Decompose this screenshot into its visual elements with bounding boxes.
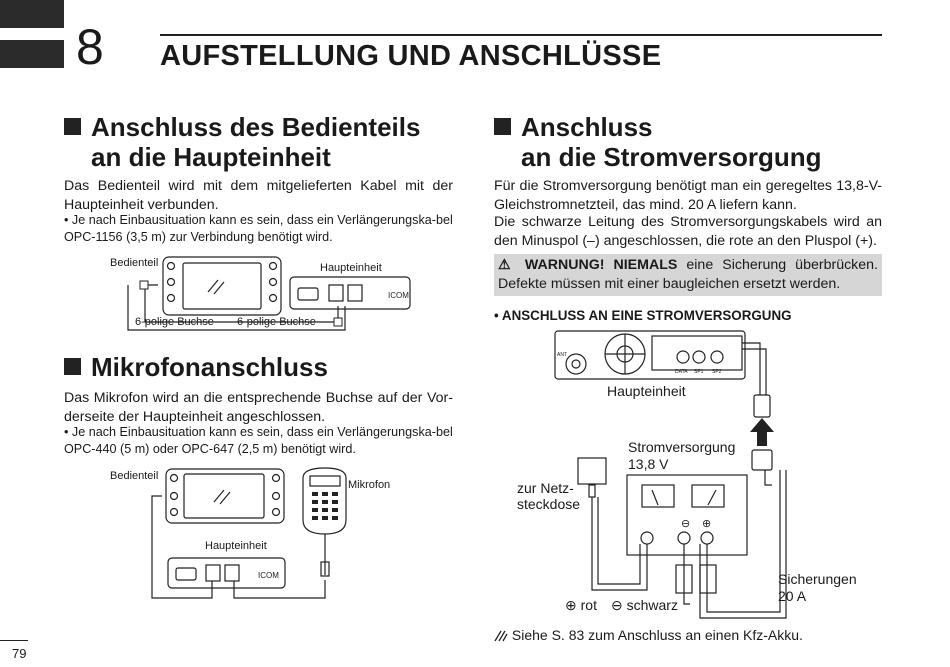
fig1-label-buchse-1: 6-polige Buchse	[135, 316, 214, 328]
warning-label: ⚠ WARNUNG! NIEMALS	[498, 257, 678, 273]
svg-text:ICOM: ICOM	[258, 571, 279, 580]
fig3-label-strom-1: Stromversorgung	[628, 439, 736, 455]
mikrofon-bullet: • Je nach Einbausituation kann es sein, dass ein Verlängerungska-bel OPC-440 (5 m) oder OPC-647 (2,5 m) benötigt wird.	[64, 425, 453, 456]
section-heading-stromversorgung: Anschluss an die Stromversorgung	[494, 112, 822, 172]
fig2-label-mikrofon: Mikrofon	[348, 479, 391, 491]
fig3-label-haupteinheit: Haupteinheit	[607, 383, 686, 399]
panel-label-sp1: SP1	[694, 369, 704, 375]
fig3-label-schwarz: ⊖ schwarz	[611, 597, 678, 613]
page-number: 79	[12, 646, 27, 661]
fig3-label-netz-2: steckdose	[517, 496, 581, 512]
fig2-label-bedienteil: Bedienteil	[110, 470, 159, 482]
chapter-number: 8	[76, 19, 104, 75]
panel-label-data: DATA	[675, 369, 688, 375]
svg-text:ICOM: ICOM	[388, 291, 409, 300]
fig3-label-sicherungen-1: Sicherungen	[778, 571, 857, 587]
section-heading-bedienteil: Anschluss des Bedienteils an die Haupteinheit	[64, 112, 420, 172]
fig3-label-strom-2: 13,8 V	[628, 456, 669, 472]
svg-text:⊕: ⊕	[702, 518, 712, 530]
fig3-label-sicherungen-2: 20 A	[778, 588, 807, 604]
fig3-label-netz-1: zur Netz-	[517, 480, 574, 496]
panel-label-ant: ANT	[557, 352, 567, 358]
fig1-label-bedienteil: Bedienteil	[110, 257, 159, 269]
fig1-label-haupteinheit: Haupteinheit	[320, 262, 382, 274]
svg-text:⊖: ⊖	[681, 518, 691, 530]
warning-text: eine Sicherung überbrücken. Defekte müssen mit einer baugleichen ersetzt werden.	[498, 257, 878, 292]
mikrofon-paragraph: Das Mikrofon wird an die entsprechende Buchse auf der Vor-derseite der Haupteinheit angeschlossen.	[64, 390, 453, 425]
bedienteil-paragraph: Das Bedienteil wird mit dem mitgelieferten Kabel mit der Haupteinheit verbunden.	[64, 178, 453, 213]
subheading-stromversorgung: • ANSCHLUSS AN EINE STROMVERSORGUNG	[494, 308, 792, 323]
note-hatch-icon	[494, 630, 508, 642]
page-number-rule	[0, 640, 28, 641]
strom-paragraph-1: Für die Stromversorgung benötigt man ein geregeltes 13,8-V-Gleichstromnetzteil, das mind. 20 A liefern kann.	[494, 178, 882, 213]
reference-note: Siehe S. 83 zum Anschluss an einen Kfz-Akku.	[494, 627, 803, 643]
fig1-label-buchse-2: 6-polige Buchse	[237, 316, 316, 328]
panel-label-sp2: SP2	[712, 369, 722, 375]
bedienteil-bullet: • Je nach Einbausituation kann es sein, dass ein Verlängerungska-bel OPC-1156 (3,5 m) zur Verbindung benötigt wird.	[64, 213, 453, 244]
section-heading-mikrofon: Mikrofonanschluss	[64, 352, 328, 382]
chapter-title: AUFSTELLUNG UND ANSCHLÜSSE	[160, 40, 662, 72]
fig2-label-haupteinheit: Haupteinheit	[205, 540, 267, 552]
fig3-label-rot: ⊕ rot	[565, 597, 597, 613]
strom-paragraph-2: Die schwarze Leitung des Stromversorgungskabels wird an den Minuspol (–) angeschlossen, die rote an den Pluspol (+).	[494, 214, 882, 249]
